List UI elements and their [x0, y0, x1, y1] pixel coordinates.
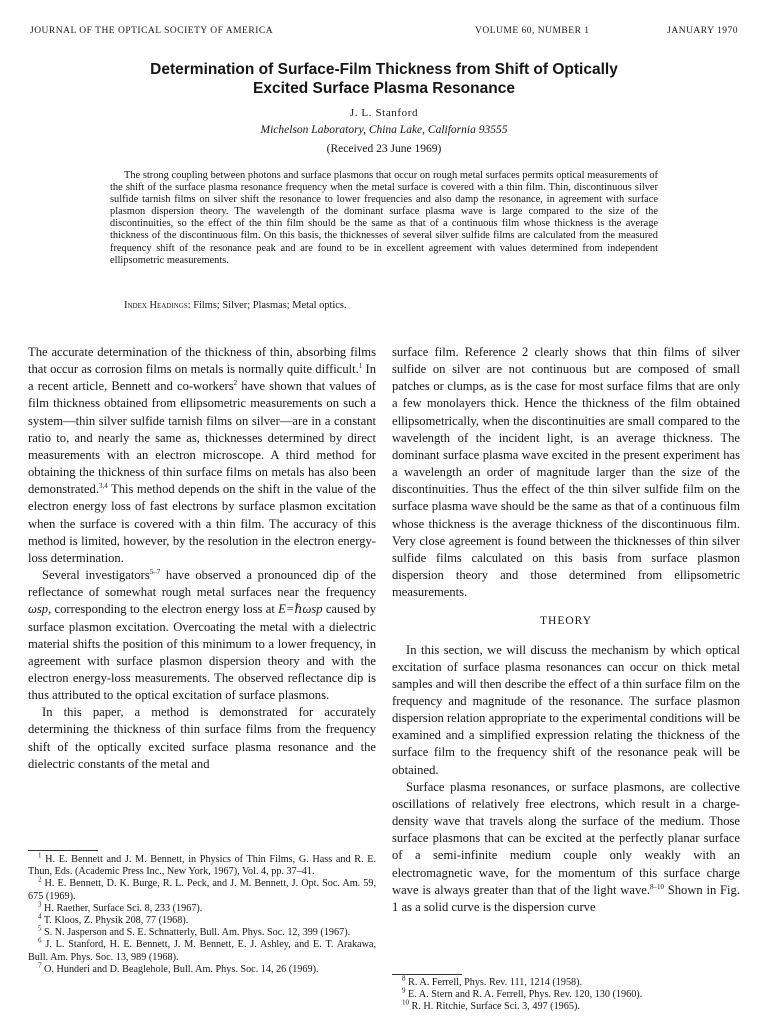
footnote-item — [392, 974, 740, 989]
paragraph-method: In this paper, a method is demonstrated for accurately determining the thickness of thin surface films from the frequency shift of the optically excited surface plasma resonance and the dielectric constants of the metal and — [28, 705, 376, 771]
journal-name: JOURNAL OF THE OPTICAL SOCIETY OF AMERICA — [30, 26, 274, 36]
author-affiliation: Michelson Laboratory, China Lake, California 93555 — [260, 124, 508, 136]
footnote-text: R. A. Ferrell, Phys. Rev. 111, 1214 (1958). — [408, 977, 583, 988]
running-head — [30, 26, 738, 40]
index-headings-terms: Films; Silver; Plasmas; Metal optics. — [193, 300, 347, 311]
footnote-item — [28, 900, 376, 915]
symbol-omega-sp: ωsp — [28, 602, 49, 617]
paragraph-intro: The accurate determination of the thickness of thin, absorbing films that occur as corrosion films on metals is normally quite difficult.$^1$ In a recent article, Bennett and co-workers$^2$ have shown that values of film thickness obtained from ellipsometric measurements on such a system—thin silver sulfide tarnish films on silver—are in a constant ratio to, and nearly the same as, thicknesses determined by direct measurements with an electron microscope. A third method for obtaining the thickness of thin surface films on metals has also been demonstrated.$^{3,4}$ This method depends on the shift in the value of the electron energy loss of fast electrons by surface plasmon excitation when the surface is covered with a thin film. The accuracy of this method is limited, however, by the resolution in the electron energy-loss determination. — [28, 345, 376, 565]
ref-mark: 8–10 — [649, 882, 664, 891]
footnote-text: H. E. Bennett and J. M. Bennett, in Physics of Thin Films, G. Hass and R. E. Thun, Eds. (Academic Press Inc., New York, 1967), Vol. 4, pp. 37–41. — [28, 854, 377, 878]
index-headings-label: Index Headings: — [124, 300, 191, 311]
footnote-number: 8 — [402, 974, 406, 983]
ref-mark: 1 — [358, 361, 363, 370]
footnote-text: O. Hunderi and D. Beaglehole, Bull. Am. Phys. Soc. 14, 26 (1969). — [44, 963, 319, 975]
footnote-item — [28, 851, 377, 878]
footnote-number: 10 — [402, 999, 409, 1008]
footnote-text: T. Kloos, Z. Physik 208, 77 (1968). — [43, 915, 189, 927]
issue-date: JANUARY 1970 — [667, 26, 738, 36]
footnote-text: J. L. Stanford, H. E. Bennett, J. M. Bennett, E. J. Ashley, and E. T. Arakawa, Bull. Am. Phys. Soc. 13, 989 (1968). — [28, 939, 377, 963]
paragraph-theory-intro: In this section, we will discuss the mechanism by which optical excitation of surface plasma resonances can occur on thick metal samples and will then describe the effect of a thin surface film on the frequency and magnitude of the resonance. The surface plasmon dispersion relation appropriate to the experimental conditions will be examined and a simplified expression relating the thickness of the surface film to the frequency shift of the resonance peak will be obtained. — [392, 642, 740, 777]
footnote-item — [28, 924, 376, 939]
footnote-text: H. E. Bennett, D. K. Burge, R. L. Peck, and J. M. Bennett, J. Opt. Soc. Am. 59, 675 (1969). — [28, 878, 376, 902]
footnote-item — [28, 961, 376, 976]
paragraph-investigators: Several investigators$^{5-7}$ have observed a pronounced dip of the reflectance of somewhat rough metal surfaces near the frequency ωsp, corresponding to the electron energy loss at E=ℏωsp caused by surface plasmon excitation. Overcoating the metal with a dielectric material shifts the position of this minimum to a lower frequency, in agreement with surface plasmon dispersion theory and with the electron energy-loss measurements. The observed reflectance dip is thus attributed to the optical excitation of surface plasmons. — [28, 567, 377, 703]
ref-mark: 2 — [233, 379, 238, 388]
footnote-number: 5 — [38, 924, 42, 933]
footnote-item — [28, 878, 376, 902]
abstract-text: The strong coupling between photons and surface plasmons that occur on rough metal surfaces permits optical measurements of the shift of the surface plasma resonance frequency when the metal surface is covered with a thin film. Thin, discontinuous silver sulfide tarnish films on silver shift the resonance to lower frequencies and also damp the resonance, in agreement with surface plasmon dispersion theory. The wavelength of the dominant surface plasma wave is large compared to the size of the discontinuities, so the effect of the thin film should be the same as that of a continuous film whose thickness is the average thickness of the discontinuous film. On this basis, the thicknesses of several silver sulfide films are calculated from the measured frequency shift of the resonance peak and are found to be in excellent agreement with values determined from independent ellipsometric measurements. — [110, 170, 658, 266]
footnote-text: S. N. Jasperson and S. E. Schnatterly, Bull. Am. Phys. Soc. 12, 399 (1967). — [44, 927, 351, 939]
left-column — [28, 344, 376, 773]
footnote-number: 9 — [402, 986, 406, 995]
index-headings — [110, 300, 658, 312]
ref-mark: 3,4 — [99, 482, 108, 491]
footnotes-right — [392, 974, 740, 1014]
abstract — [110, 170, 658, 267]
footnote-number: 2 — [38, 876, 42, 885]
paragraph-surface-plasma: Surface plasma resonances, or surface plasmons, are collective oscillations of relatively free electrons, which result in a charge-density wave that travels along the surface of the medium. Those surface plasmons that can be excited at the perfectly planar surface of a semi-infinite medium couple only weakly with an electromagnetic wave, for the momentum of this surface charge wave is always greater than that of the light wave.$^{8-10}$ Shown in Fig. 1 as a solid curve is the dispersion curve — [392, 779, 740, 914]
volume-number: VOLUME 60, NUMBER 1 — [475, 26, 590, 36]
footnote-text: H. Raether, Surface Sci. 8, 233 (1967). — [44, 902, 203, 914]
footnote-item — [392, 1001, 740, 1013]
article-title — [60, 60, 708, 98]
title-line-2: Excited Surface Plasma Resonance — [253, 80, 515, 97]
title-line-1: Determination of Surface-Film Thickness from Shift of Optically — [150, 61, 618, 78]
symbol-energy: E=ℏωsp — [278, 602, 323, 617]
footnote-number: 6 — [38, 937, 42, 946]
footnote-number: 1 — [38, 851, 42, 860]
footnote-item — [392, 986, 740, 1001]
footnote-text: R. H. Ritchie, Surface Sci. 3, 497 (1965). — [411, 1001, 580, 1013]
footnote-number: 3 — [38, 900, 42, 909]
ref-mark: 5–7 — [149, 567, 161, 576]
footnote-text: E. A. Stern and R. A. Ferrell, Phys. Rev. 120, 130 (1960). — [408, 989, 643, 1001]
received-date: (Received 23 June 1969) — [326, 143, 442, 155]
footnote-item — [28, 912, 376, 927]
footnote-number: 7 — [38, 961, 42, 970]
footnote-item — [28, 939, 376, 963]
footnotes-left — [28, 851, 377, 976]
section-heading-theory: THEORY — [540, 615, 592, 628]
right-column — [392, 344, 740, 916]
footnote-number: 4 — [38, 912, 42, 921]
paragraph-surface-film: surface film. Reference 2 clearly shows that thin films of silver sulfide on silver are not continuous but are composed of small patches or clumps, as is the case for most surface films that are only a few monolayers thick. Hence the thickness of the film obtained ellipsometrically, when the discontinuities are small compared to the wavelength of the incident light, is an average thickness. The dominant surface plasma wave excited in the present experiment has a wavelength an order of magnitude larger than the size of the discontinuities. Thus the effect of the thin silver sulfide film on the surface plasma wave should be the same as that of a continuous film whose thickness is the average thickness of the discontinuous film. Very close agreement is found between the thicknesses of thin silver sulfide films calculated on this basis from surface plasmon dispersion theory and those determined from ellipsometric measurements. — [392, 345, 740, 600]
author-name: J. L. Stanford — [349, 107, 419, 119]
